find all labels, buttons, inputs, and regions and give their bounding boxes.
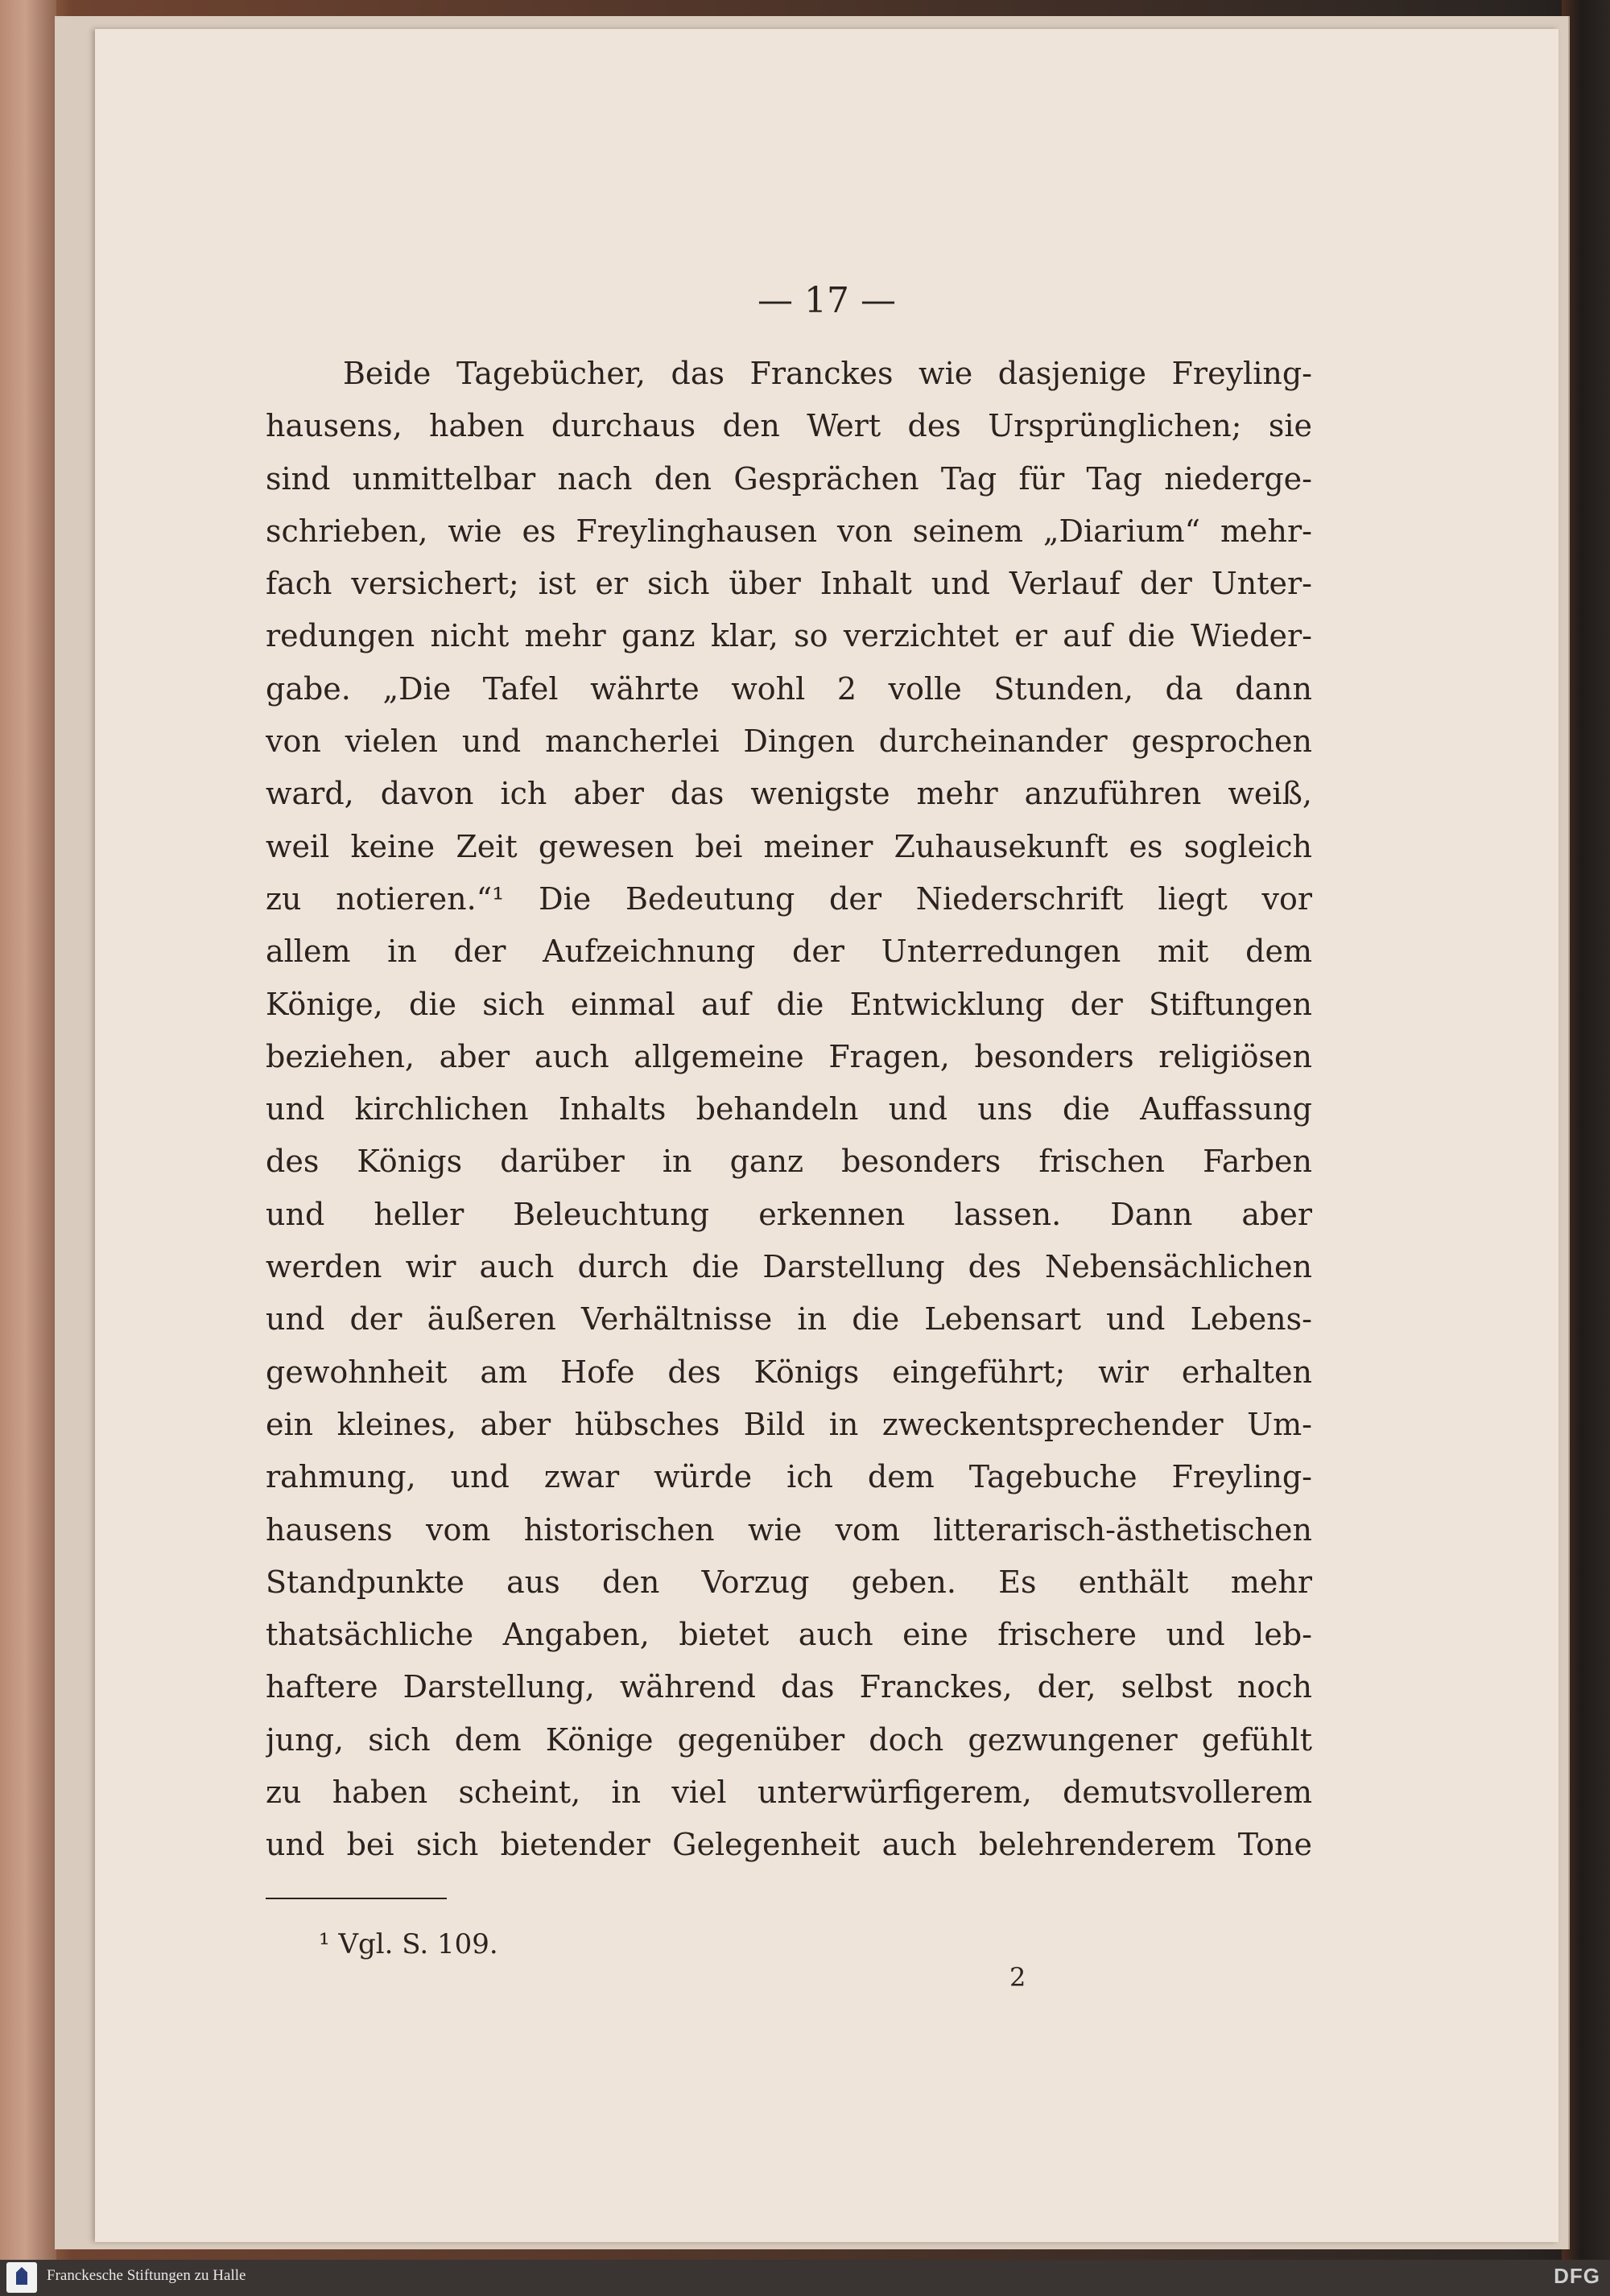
- right-binding-board: [1562, 0, 1610, 2296]
- text-line: werden wir auch durch die Darstellung des Nebensächlichen: [266, 1249, 1312, 1285]
- text-line: jung, sich dem Könige gegenüber doch gezwungener gefühlt: [266, 1721, 1312, 1758]
- text-line: hausens vom historischen wie vom litterarisch-ästhetischen: [266, 1511, 1312, 1548]
- text-line: allem in der Aufzeichnung der Unterredungen mit dem: [266, 934, 1312, 970]
- text-line: Standpunkte aus den Vorzug geben. Es enthält mehr: [266, 1564, 1312, 1600]
- running-head: — 17 —: [758, 280, 896, 321]
- footnote-rule: [266, 1898, 447, 1899]
- francke-foundation-logo-icon[interactable]: [6, 2262, 37, 2293]
- text-line: beziehen, aber auch allgemeine Fragen, besonders religiösen: [266, 1038, 1312, 1074]
- text-line: gabe. „Die Tafel währte wohl 2 volle Stunden, da dann: [266, 670, 1312, 707]
- text-line: Beide Tagebücher, das Franckes wie dasjenige Freyling-: [343, 356, 1312, 391]
- body-text: [266, 348, 1312, 1872]
- book-page: [95, 29, 1558, 2242]
- text-line: und kirchlichen Inhalts behandeln und uns die Auffassung: [266, 1091, 1312, 1127]
- institution-label[interactable]: Franckesche Stiftungen zu Halle: [47, 2267, 246, 2284]
- text-line: von vielen und mancherlei Dingen durcheinander gesprochen: [266, 723, 1312, 760]
- dfg-logo[interactable]: DFG: [1554, 2264, 1600, 2288]
- text-line: redungen nicht mehr ganz klar, so verzichtet er auf die Wieder-: [266, 618, 1312, 654]
- text-line: und der äußeren Verhältnisse in die Lebensart und Lebens-: [266, 1301, 1312, 1338]
- text-line: zu haben scheint, in viel unterwürfigerem, demutsvollerem: [266, 1775, 1312, 1811]
- text-line: und heller Beleuchtung erkennen lassen. Dann aber: [266, 1196, 1312, 1232]
- footnote: ¹ Vgl. S. 109.: [319, 1928, 498, 1960]
- text-line: ward, davon ich aber das wenigste mehr anzuführen weiß,: [266, 776, 1312, 812]
- text-line: gewohnheit am Hofe des Königs eingeführt; wir erhalten: [266, 1354, 1312, 1390]
- signature-mark: 2: [1009, 1962, 1026, 1993]
- text-line: weil keine Zeit gewesen bei meiner Zuhausekunft es sogleich: [266, 828, 1312, 864]
- text-line: thatsächliche Angaben, bietet auch eine frischere und leb-: [266, 1617, 1312, 1653]
- text-line: ein kleines, aber hübsches Bild in zweckentsprechender Um-: [266, 1406, 1312, 1442]
- text-line: rahmung, und zwar würde ich dem Tagebuche Freyling-: [266, 1459, 1312, 1495]
- text-line: zu notieren.“¹ Die Bedeutung der Niederschrift liegt vor: [266, 880, 1312, 917]
- text-line: sind unmittelbar nach den Gesprächen Tag für Tag niederge-: [266, 460, 1312, 497]
- left-binding-board: [0, 0, 56, 2296]
- text-line: fach versichert; ist er sich über Inhalt und Verlauf der Unter-: [266, 566, 1312, 602]
- text-line: hausens, haben durchaus den Wert des Ursprünglichen; sie: [266, 408, 1312, 444]
- text-line: und bei sich bietender Gelegenheit auch belehrenderem Tone: [266, 1827, 1312, 1863]
- text-line: haftere Darstellung, während das Franckes, der, selbst noch: [266, 1669, 1312, 1705]
- text-line: Könige, die sich einmal auf die Entwicklung der Stiftungen: [266, 986, 1312, 1022]
- text-line: des Königs darüber in ganz besonders frischen Farben: [266, 1144, 1312, 1180]
- text-line: schrieben, wie es Freylinghausen von seinem „Diarium“ mehr-: [266, 513, 1312, 549]
